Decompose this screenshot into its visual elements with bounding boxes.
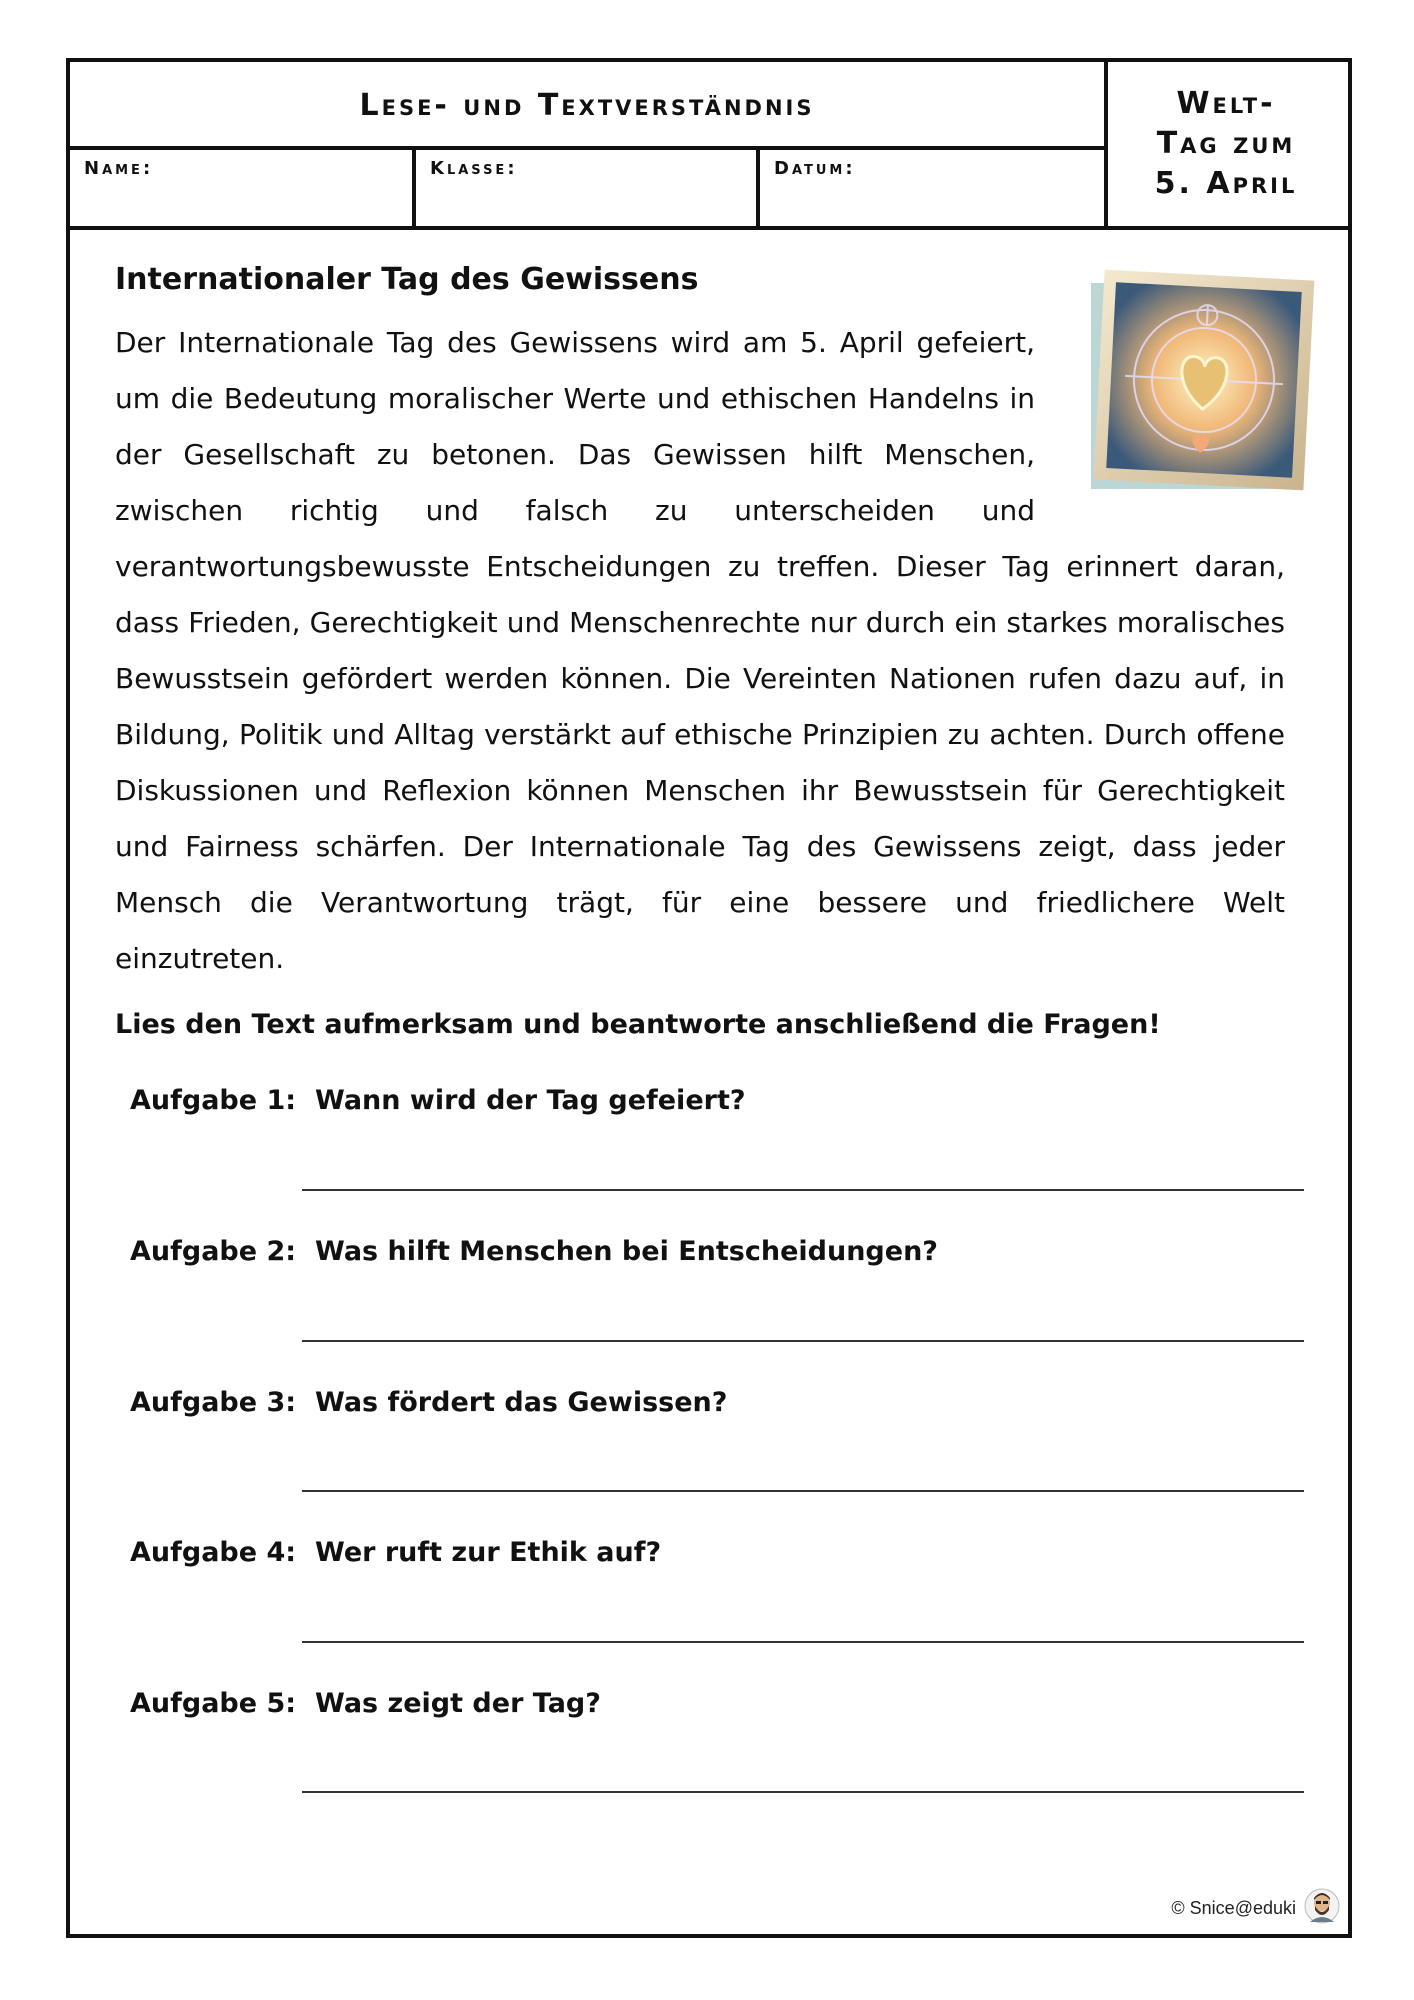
answer-line-4[interactable]	[302, 1641, 1304, 1643]
task-question: Wann wird der Tag gefeiert?	[315, 1085, 746, 1116]
instruction-text: Lies den Text aufmerksam und beantworte anschließend die Fragen!	[115, 1009, 1161, 1040]
task-question: Was fördert das Gewissen?	[315, 1387, 728, 1418]
task-question: Was hilft Menschen bei Entscheidungen?	[315, 1236, 938, 1267]
world-day-line-2: Tag zum	[1156, 126, 1296, 161]
name-field[interactable]	[70, 150, 412, 226]
task-question: Was zeigt der Tag?	[315, 1688, 601, 1719]
date-field[interactable]	[760, 150, 1104, 226]
article-body: Der Internationale Tag des Gewissens wird am 5. April gefeiert, um die Bedeutung moralischer Werte und ethischen Handelns in der Gesellschaft zu betonen. Das Gewissen hilft Menschen, zwischen richtig und falsch zu unterscheiden und verantwortungsbewusste Entscheidungen zu treffen. Dieser Tag erinnert daran, dass Frieden, Gerechtigkeit und Menschenrechte nur durch ein starkes moralisches Bewusstsein gefördert werden können. Die Vereinten Nationen rufen dazu auf, in Bildung, Politik und Alltag verstärkt auf ethische Prinzipien zu achten. Durch offene Diskussionen und Reflexion können Menschen ihr Bewusstsein für Gerechtigkeit und Fairness schärfen. Der Internationale Tag des Gewissens zeigt, dass jeder Mensch die Verantwortung trägt, für eine bessere und friedlichere Welt einzutreten.	[115, 326, 1285, 975]
worksheet-title: Lese- und Textverständnis	[359, 87, 815, 123]
article-section	[115, 262, 1285, 1040]
task-label: Aufgabe 4:	[130, 1537, 297, 1568]
world-day-line-1: Welt-	[1176, 86, 1276, 121]
article-heading: Internationaler Tag des Gewissens	[115, 262, 699, 297]
answer-line-5[interactable]	[302, 1791, 1304, 1793]
task-question: Wer ruft zur Ethik auf?	[315, 1537, 662, 1568]
answer-line-1[interactable]	[302, 1189, 1304, 1191]
task-label: Aufgabe 3:	[130, 1387, 297, 1418]
world-day-line-3: 5. April	[1154, 166, 1298, 201]
heart-illustration	[1085, 269, 1315, 509]
avatar	[1304, 1888, 1340, 1929]
world-day-badge	[1104, 62, 1348, 226]
task-label: Aufgabe 5:	[130, 1688, 297, 1719]
footer-credit	[1171, 1888, 1340, 1929]
date-label: Datum:	[774, 158, 856, 179]
copyright-text: © Snice@eduki	[1171, 1898, 1296, 1918]
name-label: Name:	[84, 158, 154, 179]
task-label: Aufgabe 1:	[130, 1085, 297, 1116]
answer-line-2[interactable]	[302, 1340, 1304, 1342]
answer-line-3[interactable]	[302, 1490, 1304, 1492]
class-field[interactable]	[416, 150, 756, 226]
task-label: Aufgabe 2:	[130, 1236, 297, 1267]
class-label: Klasse:	[430, 158, 518, 179]
